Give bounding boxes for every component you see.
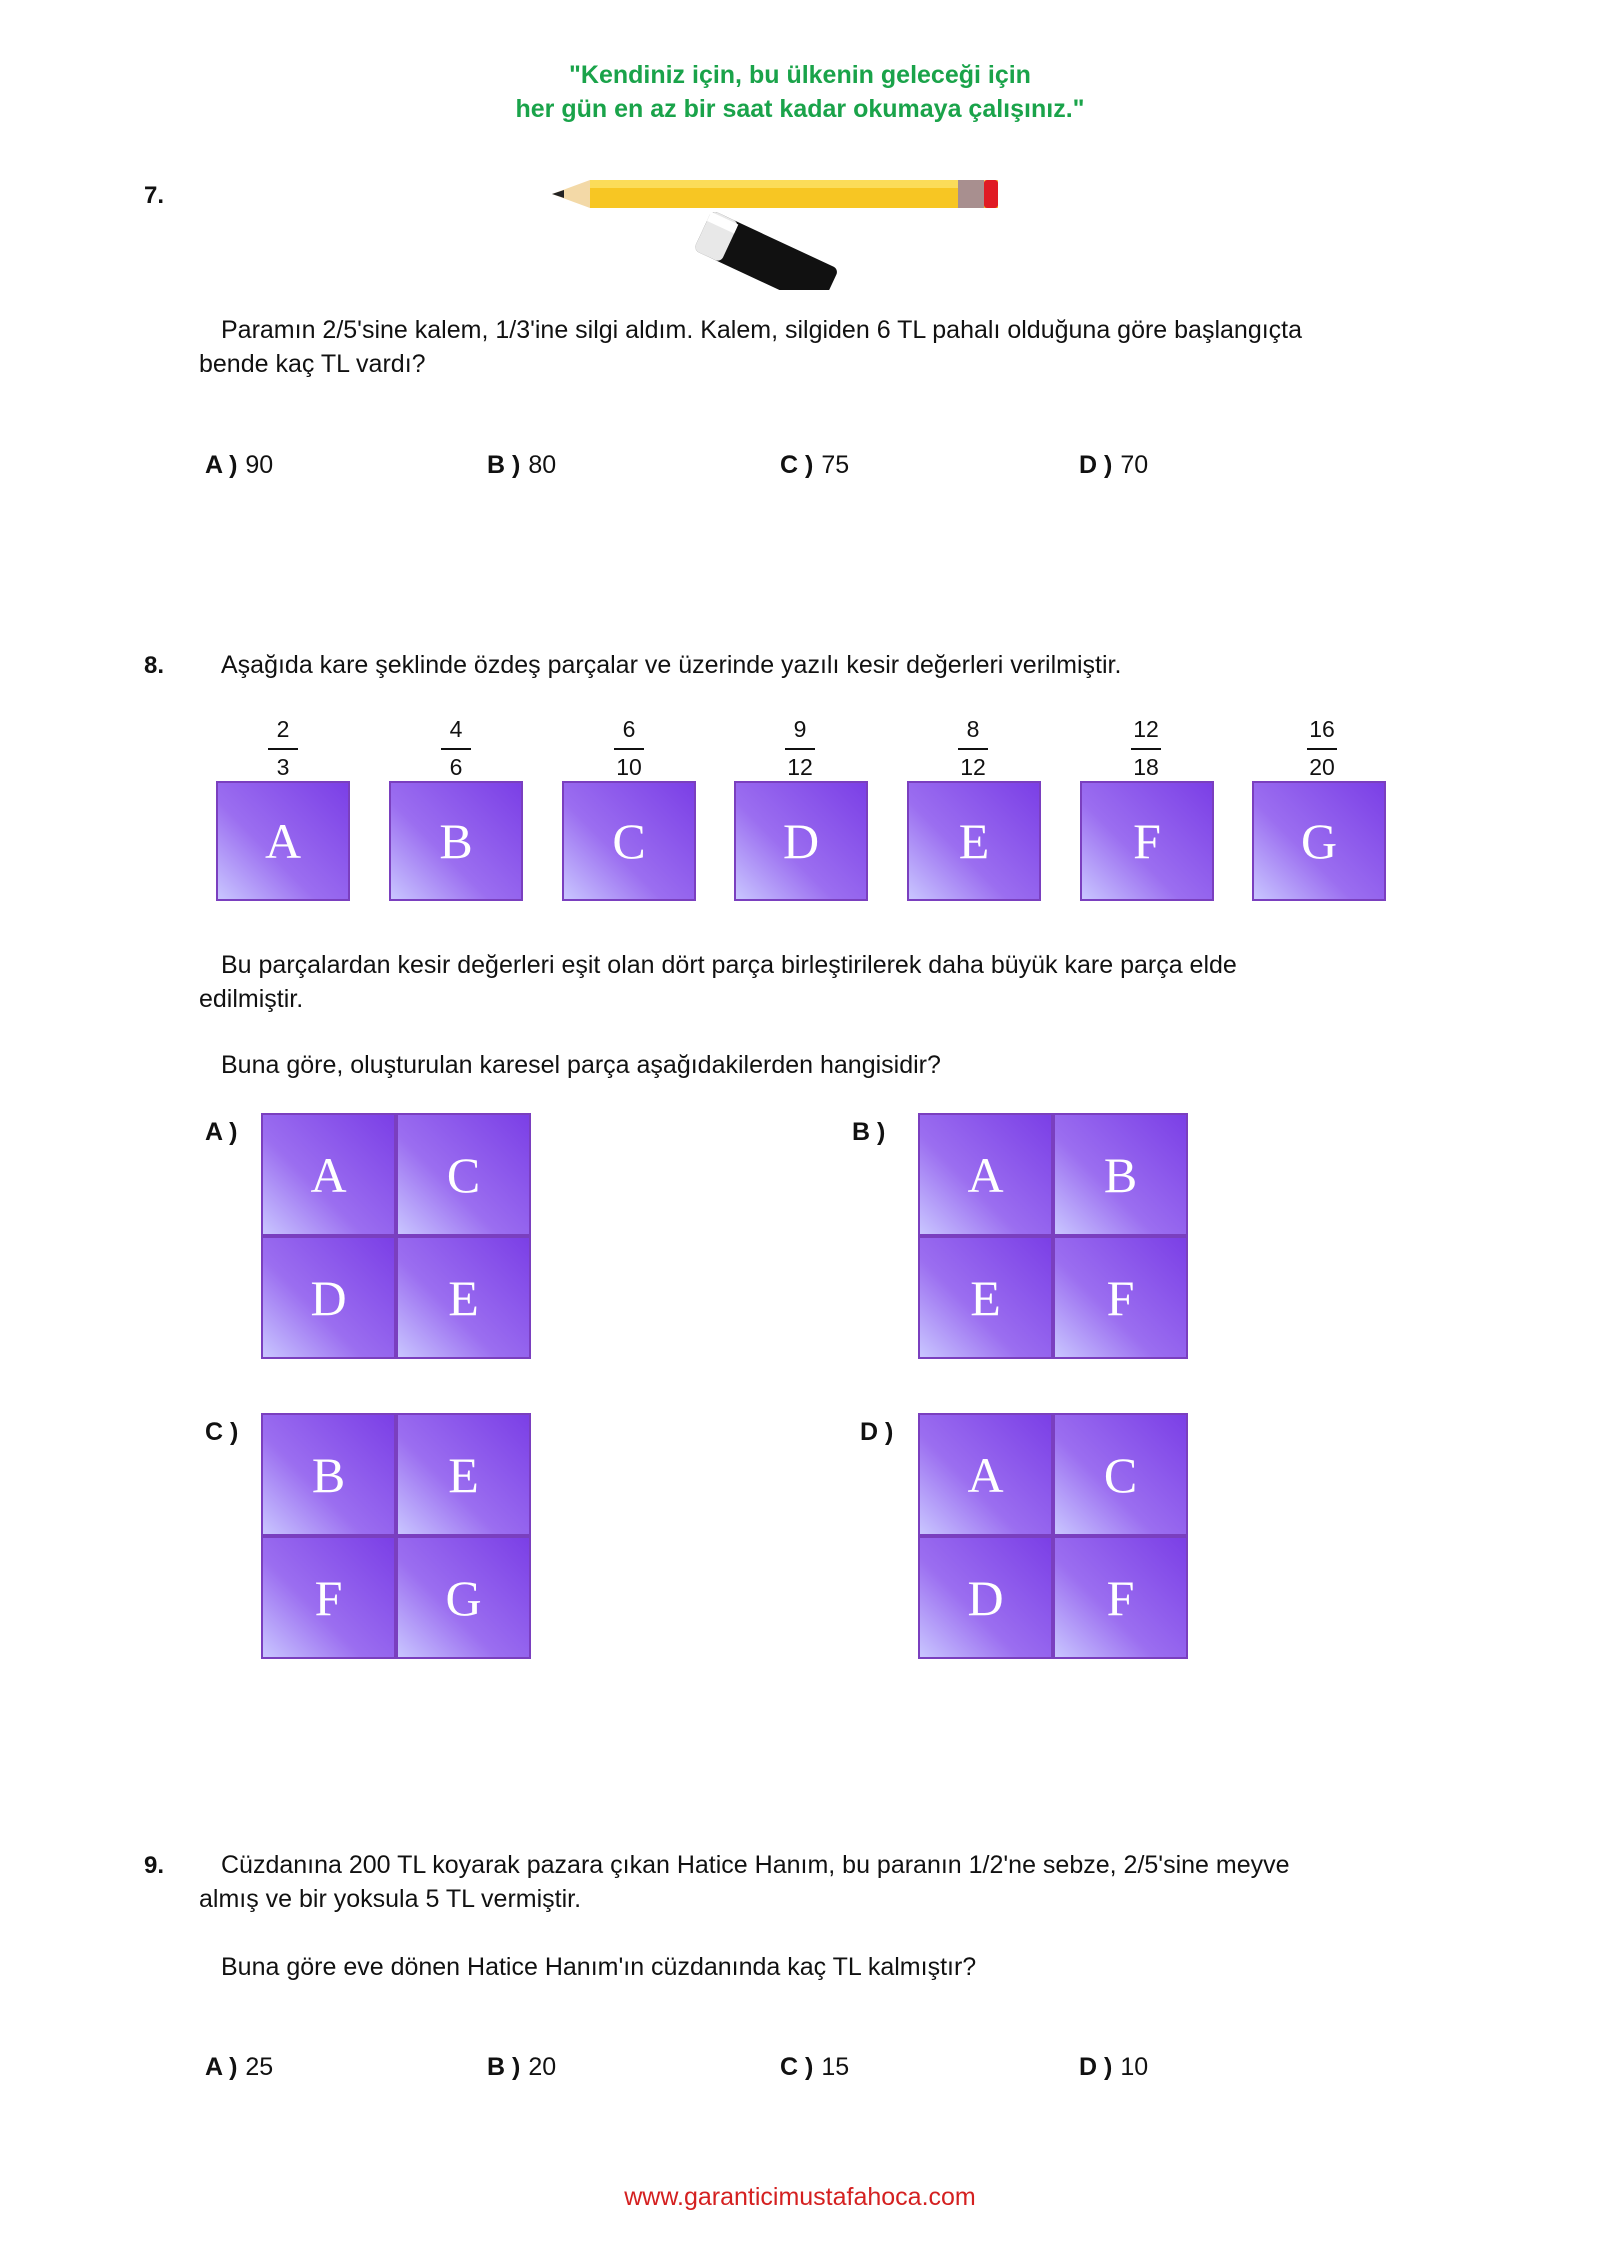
fraction-d (765, 716, 835, 780)
fraction-bar (614, 748, 644, 750)
piece-a: A (216, 781, 350, 901)
option-value: 75 (821, 451, 850, 479)
grid-tile: C (396, 1113, 531, 1236)
option-label: D ) (1079, 2053, 1113, 2081)
q9-option-d[interactable] (1079, 2053, 1148, 2082)
grid-tile: F (1053, 1236, 1188, 1359)
option-value: 80 (528, 451, 557, 479)
numerator: 4 (449, 716, 463, 742)
q8-option-d-grid[interactable] (918, 1413, 1188, 1659)
grid-tile: D (918, 1536, 1053, 1659)
denominator: 10 (616, 754, 642, 780)
grid-tile: A (918, 1113, 1053, 1236)
question-7-text-line-1: Paramın 2/5'sine kalem, 1/3'ine silgi aldım. Kalem, silgiden 6 TL pahalı olduğuna göre başlangıçta (221, 316, 1303, 344)
q8-option-b-label[interactable] (852, 1118, 893, 1147)
grid-tile: E (396, 1413, 531, 1536)
fraction-f (1111, 716, 1181, 780)
question-7-text-line-2: bende kaç TL vardı? (199, 350, 426, 378)
denominator: 12 (787, 754, 813, 780)
fraction-c (594, 716, 664, 780)
piece-e: E (907, 781, 1041, 901)
option-label: C ) (780, 451, 814, 479)
numerator: 2 (276, 716, 290, 742)
question-8-question: Buna göre, oluşturulan karesel parça aşağıdakilerden hangisidir? (221, 1051, 941, 1079)
q7-option-a[interactable] (205, 451, 273, 480)
denominator: 18 (1133, 754, 1159, 780)
motto-line-1: "Kendiniz için, bu ülkenin geleceği için (569, 61, 1031, 89)
option-value: 25 (245, 2053, 274, 2081)
numerator: 8 (966, 716, 980, 742)
fraction-b (421, 716, 491, 780)
q8-option-c-grid[interactable] (261, 1413, 531, 1659)
grid-tile: A (261, 1113, 396, 1236)
piece-b: B (389, 781, 523, 901)
option-value: 70 (1120, 451, 1149, 479)
denominator: 3 (276, 754, 290, 780)
grid-tile: E (396, 1236, 531, 1359)
question-9-text-line-2: almış ve bir yoksula 5 TL vermiştir. (199, 1885, 582, 1913)
q8-option-d-label[interactable] (860, 1418, 901, 1447)
q9-option-a[interactable] (205, 2053, 273, 2082)
question-8-number: 8. (144, 652, 165, 679)
question-7-number: 7. (144, 182, 165, 209)
q7-option-d[interactable] (1079, 451, 1148, 480)
grid-tile: A (918, 1413, 1053, 1536)
fraction-bar (1307, 748, 1337, 750)
q8-option-a-grid[interactable] (261, 1113, 531, 1359)
option-label: A ) (205, 2053, 238, 2081)
option-label: C ) (780, 2053, 814, 2081)
option-label: B ) (852, 1118, 886, 1146)
q8-option-c-label[interactable] (205, 1418, 246, 1447)
question-8-text2-line-1: Bu parçalardan kesir değerleri eşit olan dört parça birleştirilerek daha büyük kare parça elde (221, 951, 1237, 979)
fraction-bar (1131, 748, 1161, 750)
q7-option-c[interactable] (780, 451, 849, 480)
denominator: 20 (1309, 754, 1335, 780)
question-9-text-line-1: Cüzdanına 200 TL koyarak pazara çıkan Hatice Hanım, bu paranın 1/2'ne sebze, 2/5'sine meyve (221, 1851, 1290, 1879)
motto-line-2: her gün en az bir saat kadar okumaya çalışınız." (515, 95, 1085, 123)
denominator: 12 (960, 754, 986, 780)
grid-tile: B (1053, 1113, 1188, 1236)
eraser-icon (693, 210, 838, 290)
piece-d: D (734, 781, 868, 901)
piece-c: C (562, 781, 696, 901)
grid-tile: D (261, 1236, 396, 1359)
denominator: 6 (449, 754, 463, 780)
grid-tile: F (261, 1536, 396, 1659)
option-value: 20 (528, 2053, 557, 2081)
question-8-intro: Aşağıda kare şeklinde özdeş parçalar ve üzerinde yazılı kesir değerleri verilmiştir. (221, 651, 1122, 679)
footer-website-link[interactable]: www.garanticimustafahoca.com (624, 2183, 976, 2211)
q7-option-b[interactable] (487, 451, 556, 480)
numerator: 12 (1133, 716, 1159, 742)
piece-f: F (1080, 781, 1214, 901)
fraction-bar (441, 748, 471, 750)
grid-tile: E (918, 1236, 1053, 1359)
option-label: B ) (487, 2053, 521, 2081)
question-9-question: Buna göre eve dönen Hatice Hanım'ın cüzdanında kaç TL kalmıştır? (221, 1953, 977, 1981)
fraction-bar (785, 748, 815, 750)
fraction-e (938, 716, 1008, 780)
option-label: D ) (860, 1418, 894, 1446)
grid-tile: G (396, 1536, 531, 1659)
option-value: 90 (245, 451, 274, 479)
option-label: A ) (205, 1118, 238, 1146)
fraction-bar (958, 748, 988, 750)
q8-option-a-label[interactable] (205, 1118, 245, 1147)
fraction-bar (268, 748, 298, 750)
numerator: 9 (793, 716, 807, 742)
numerator: 16 (1309, 716, 1335, 742)
pencil-eraser-illustration (550, 170, 1010, 290)
q8-option-b-grid[interactable] (918, 1113, 1188, 1359)
fraction-g (1287, 716, 1357, 780)
option-label: C ) (205, 1418, 239, 1446)
option-label: A ) (205, 451, 238, 479)
grid-tile: F (1053, 1536, 1188, 1659)
option-value: 15 (821, 2053, 850, 2081)
q9-option-b[interactable] (487, 2053, 556, 2082)
pencil-icon (552, 180, 998, 208)
q9-option-c[interactable] (780, 2053, 849, 2082)
option-value: 10 (1120, 2053, 1149, 2081)
grid-tile: B (261, 1413, 396, 1536)
numerator: 6 (622, 716, 636, 742)
grid-tile: C (1053, 1413, 1188, 1536)
option-label: B ) (487, 451, 521, 479)
fraction-a (248, 716, 318, 780)
option-label: D ) (1079, 451, 1113, 479)
piece-g: G (1252, 781, 1386, 901)
question-8-text2-line-2: edilmiştir. (199, 985, 304, 1013)
question-9-number: 9. (144, 1852, 165, 1879)
